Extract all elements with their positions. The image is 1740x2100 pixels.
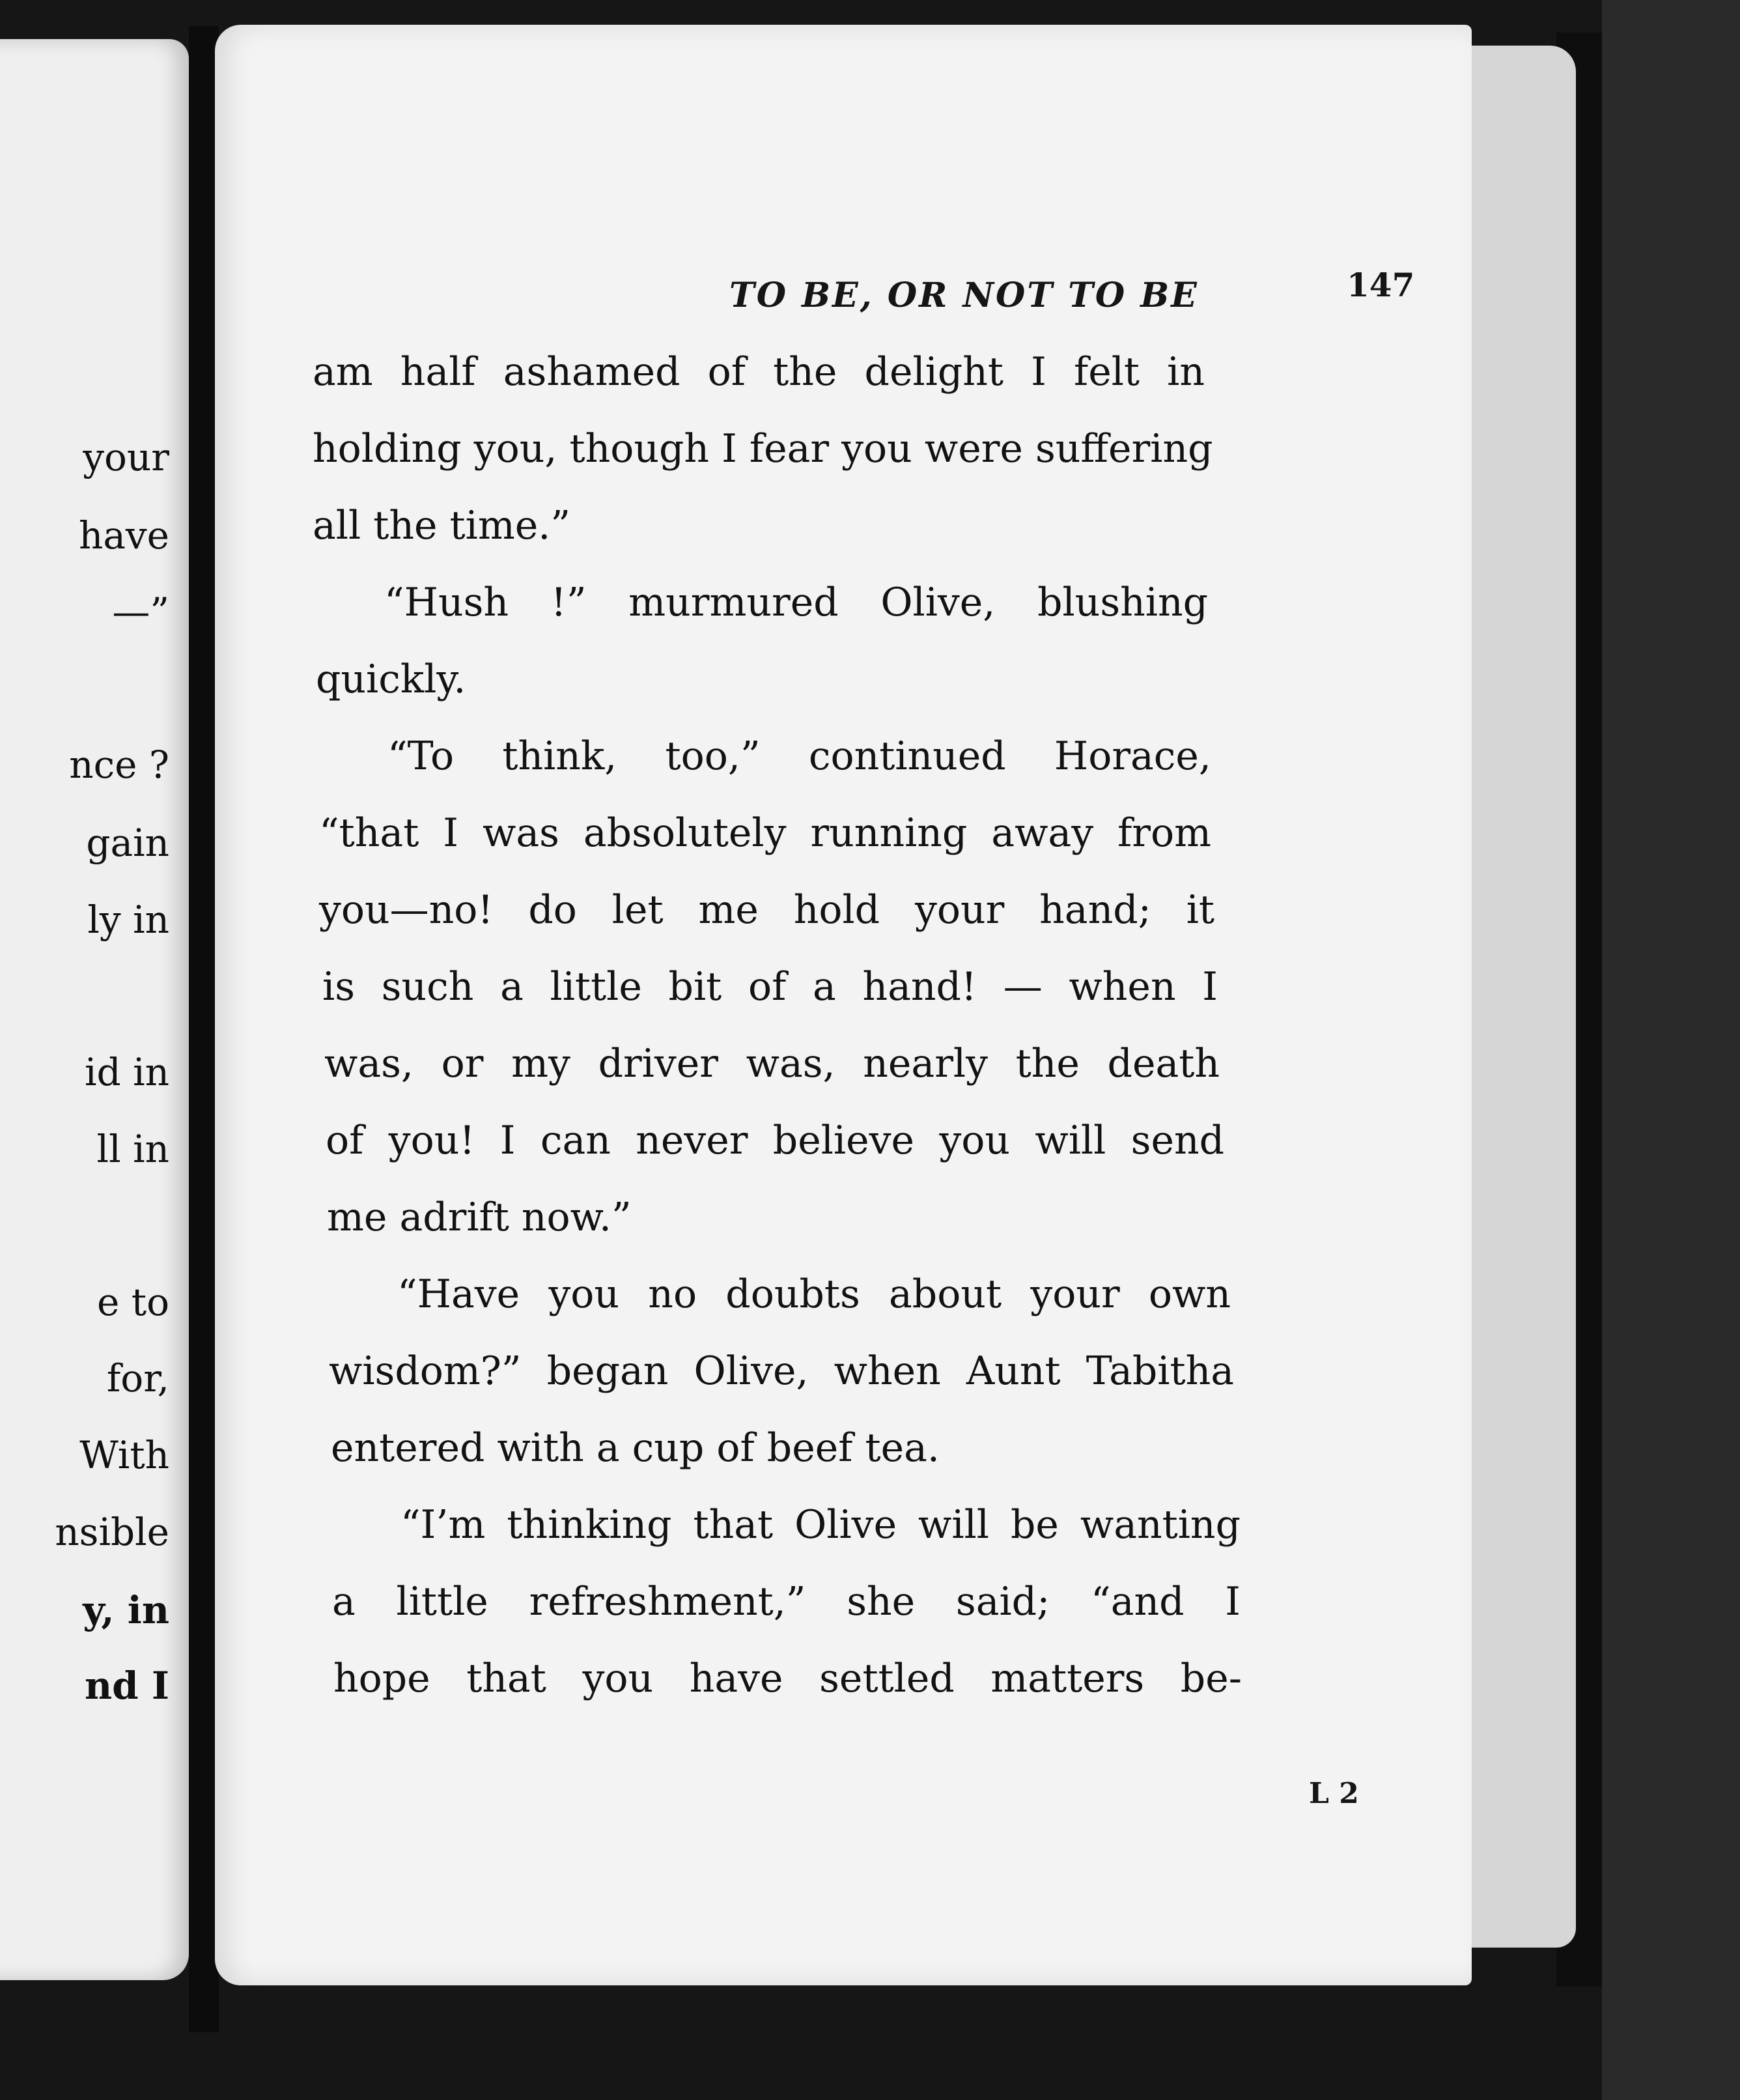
body-line: was, or my driver was, nearly the death — [324, 1041, 1220, 1086]
body-line: me adrift now.” — [327, 1195, 632, 1240]
left-page-line: y, in — [83, 1588, 169, 1632]
body-line: entered with a cup of beef tea. — [331, 1425, 940, 1471]
body-line: “Hush !” murmured Olive, blushing — [384, 580, 1208, 625]
left-page-line: ly in — [87, 898, 169, 942]
left-page-line: gain — [86, 821, 169, 865]
left-page-line: nd I — [84, 1664, 169, 1708]
body-line: you—no! do let me hold your hand; it — [319, 887, 1214, 933]
scan-background — [1602, 0, 1740, 2100]
body-line: “I’m thinking that Olive will be wanting — [400, 1502, 1241, 1548]
left-page-line: With — [79, 1433, 169, 1477]
left-page-line: your — [83, 435, 169, 479]
left-page-line: nce ? — [69, 743, 169, 787]
right-page — [215, 25, 1472, 1985]
body-line: holding you, though I fear you were suffering — [313, 426, 1213, 472]
body-line: a little refreshment,” she said; “and I — [332, 1579, 1241, 1625]
page-number: 147 — [1347, 266, 1415, 304]
left-page-line: e to — [97, 1280, 169, 1324]
left-page-line: —” — [112, 589, 169, 634]
body-line: is such a little bit of a hand! — when I — [322, 964, 1218, 1010]
body-line: wisdom?” began Olive, when Aunt Tabitha — [329, 1348, 1234, 1394]
body-line: “To think, too,” continued Horace, — [387, 733, 1211, 779]
body-line: quickly. — [316, 657, 466, 702]
running-head: TO BE, OR NOT TO BE — [729, 276, 1199, 315]
left-page — [0, 39, 189, 1980]
body-line: am half ashamed of the delight I felt in — [313, 349, 1205, 395]
left-page-line: have — [78, 513, 169, 558]
body-line: of you! I can never believe you will send — [326, 1118, 1224, 1163]
left-page-line: for, — [106, 1356, 169, 1400]
left-page-line: nsible — [55, 1510, 169, 1554]
body-line: “that I was absolutely running away from — [319, 810, 1211, 856]
body-line: all the time.” — [313, 503, 571, 548]
signature-mark: L 2 — [1309, 1777, 1359, 1810]
left-page-line: ll in — [96, 1127, 169, 1171]
body-line: “Have you no doubts about your own — [397, 1271, 1231, 1317]
body-line: hope that you have settled matters be- — [333, 1656, 1242, 1701]
left-page-line: id in — [84, 1050, 169, 1094]
